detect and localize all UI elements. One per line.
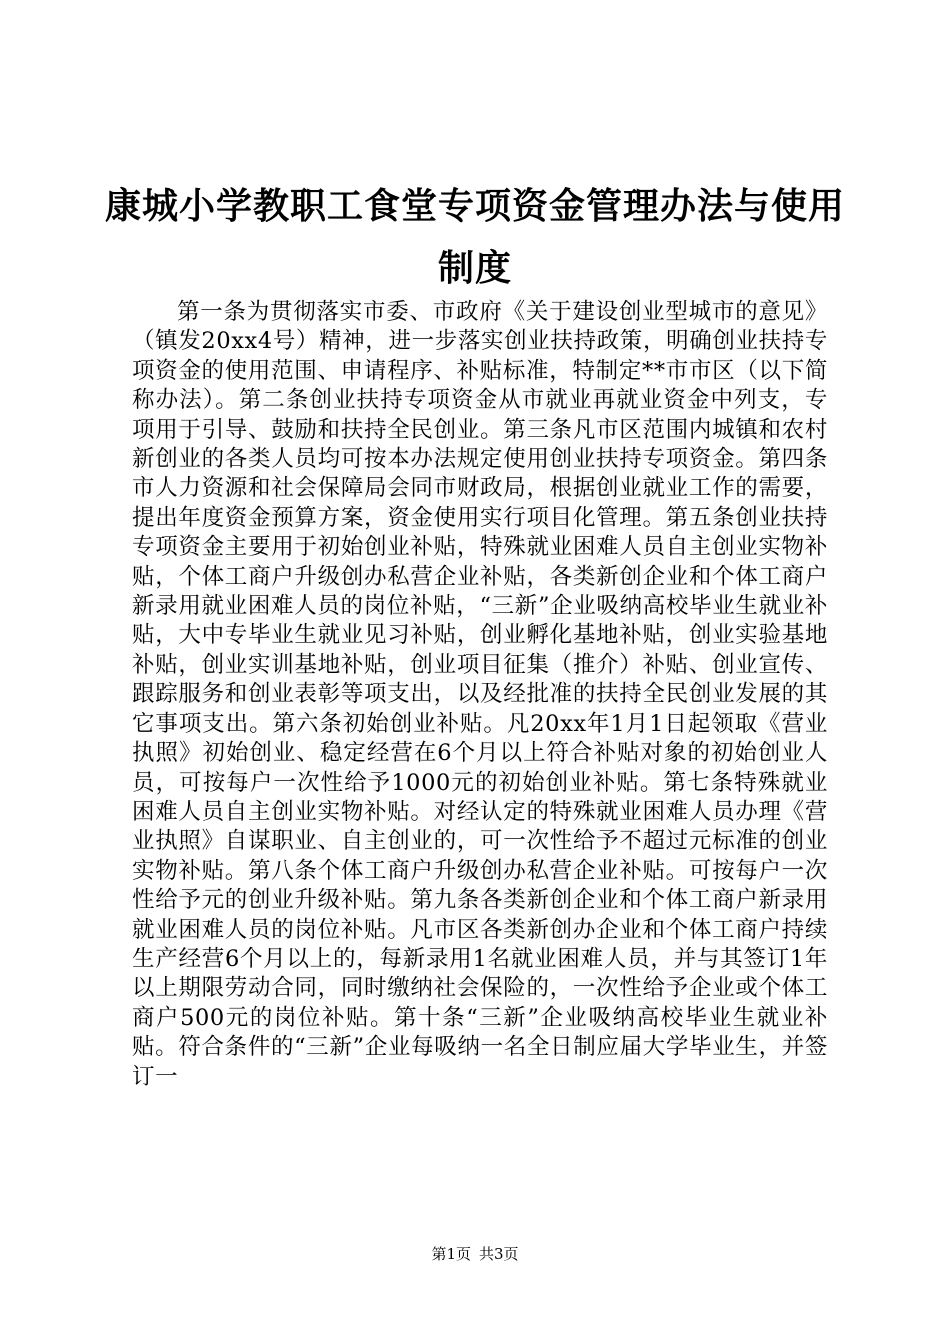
page-total: 共3页 (479, 1245, 519, 1263)
document-title: 康城小学教职工食堂专项资金管理办法与使用制度 (104, 186, 845, 289)
document-body: 第一条为贯彻落实市委、市政府《关于建设创业型城市的意见》（镇发20xx4号）精神，进一步落实创业扶持政策，明确创业扶持专项资金的使用范围、申请程序、补贴标准，特制定**市市区（以下简称办法）。第二条创业扶持专项资金从市就业再就业资金中列支，专项用于引导、鼓励和扶持全民创业。第三条凡市区范围内城镇和农村新创业的各类人员均可按本办法规定使用创业扶持专项资金。第四条市人力资源和社会保障局会同市财政局，根据创业就业工作的需要，提出年度资金预算方案，资金使用实行项目化管理。第五条创业扶持专项资金主要用于初始创业补贴，特殊就业困难人员自主创业实物补贴，个体工商户升级创办私营企业补贴，各类新创企业和个体工商户新录用就业困难人员的岗位补贴，“三新”企业吸纳高校毕业生就业补贴，大中专毕业生就业见习补贴，创业孵化基地补贴，创业实验基地补贴，创业实训基地补贴，创业项目征集（推介）补贴、创业宣传、跟踪服务和创业表彰等项支出，以及经批准的扶持全民创业发展的其它事项支出。第六条初始创业补贴。凡20xx年1月1日起领取《营业执照》初始创业、稳定经营在6个月以上符合补贴对象的初始创业人员，可按每户一次性给予1000元的初始创业补贴。第七条特殊就业困难人员自主创业实物补贴。对经认定的特殊就业困难人员办理《营业执照》自谋职业、自主创业的，可一次性给予不超过元标准的创业实物补贴。第八条个体工商户升级创办私营企业补贴。可按每户一次性给予元的创业升级补贴。第九条各类新创企业和个体工商户新录用就业困难人员的岗位补贴。凡市区各类新创办企业和个体工商户持续生产经营6个月以上的，每新录用1名就业困难人员，并与其签订1年以上期限劳动合同，同时缴纳社会保险的，一次性给予企业或个体工商户500元的岗位补贴。第十条“三新”企业吸纳高校毕业生就业补贴。符合条件的“三新”企业每吸纳一名全日制应届大学毕业生，并签订一 (132, 299, 828, 1090)
page-footer (0, 1244, 950, 1264)
page-number: 第1页 (431, 1245, 471, 1263)
